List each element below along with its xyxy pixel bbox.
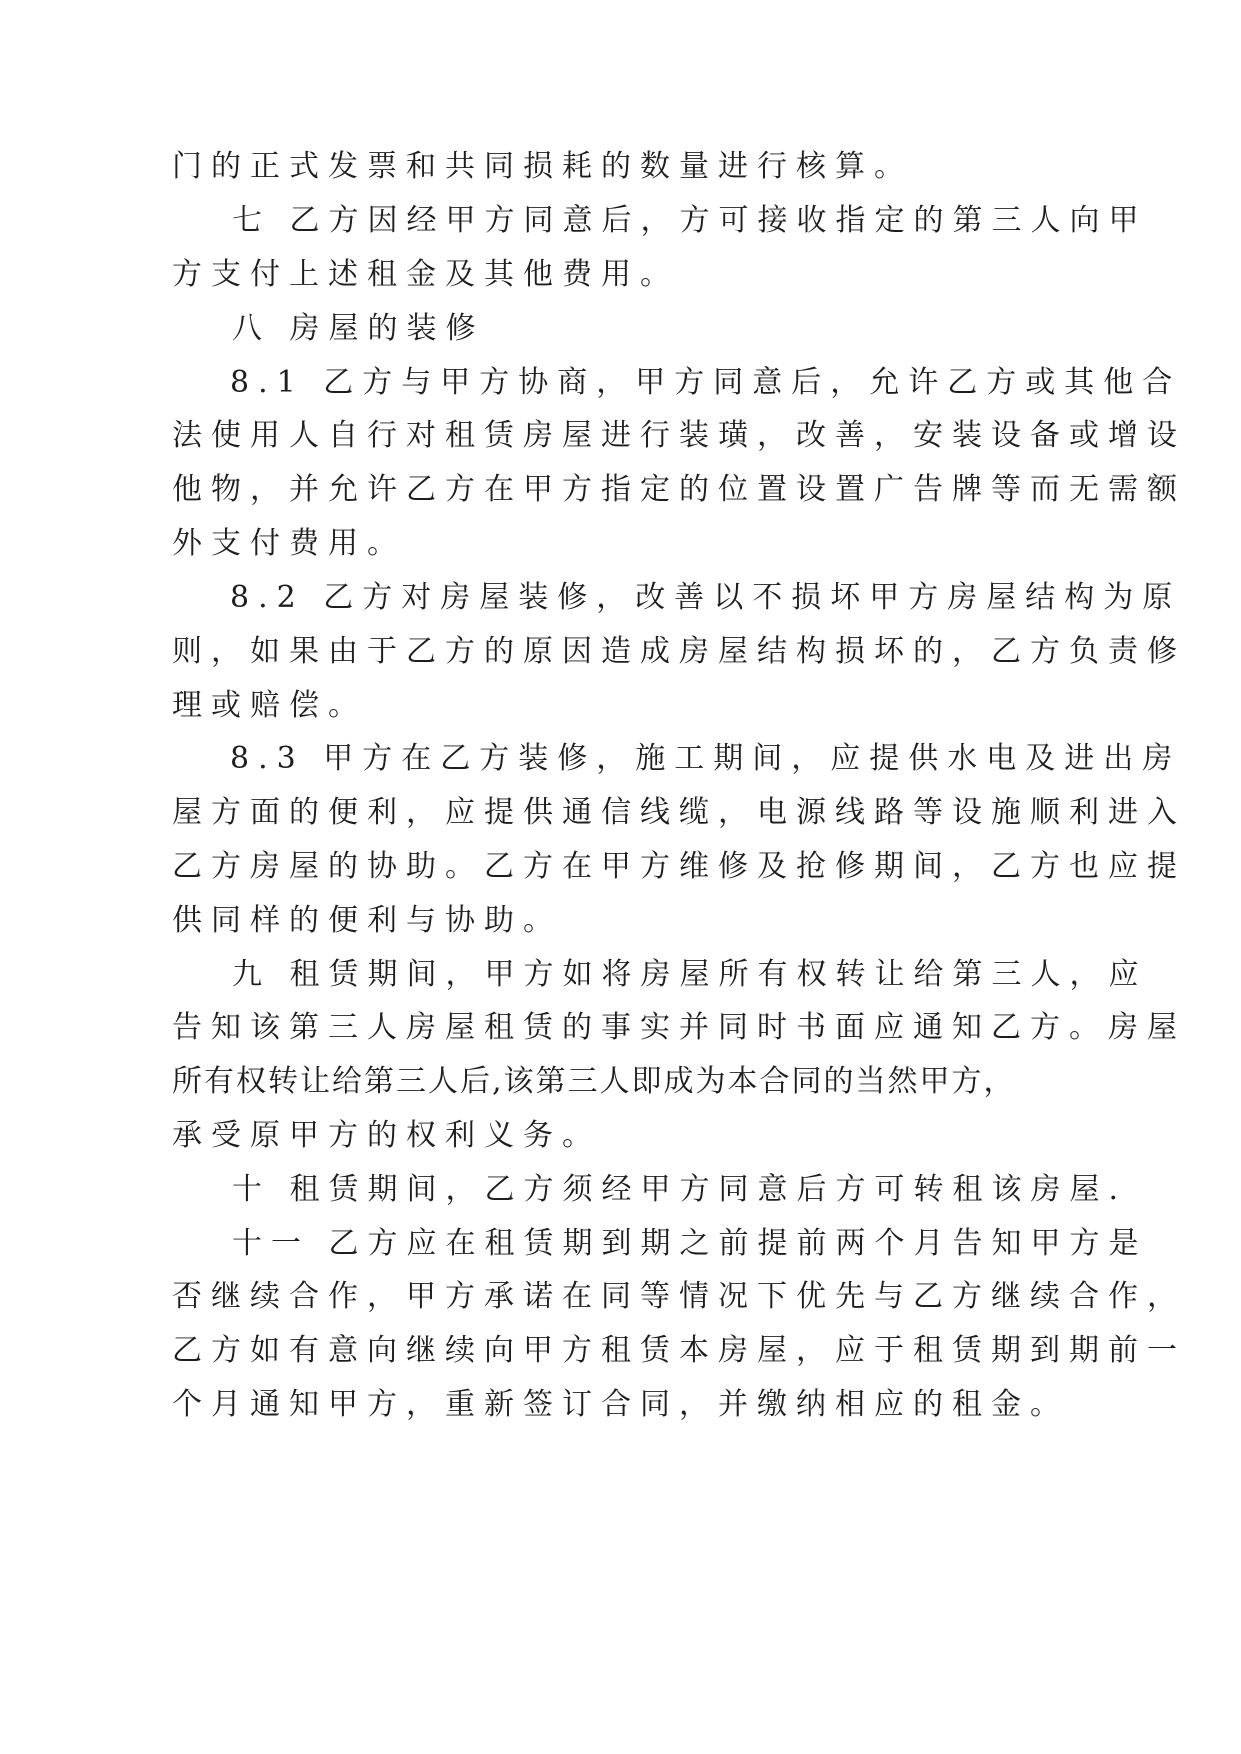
- clause-8-3: 8.3 甲方在乙方装修，施工期间，应提供水电及进出房: [230, 741, 1182, 776]
- clause-9-heading: 九 租赁期间，甲方如将房屋所有权转让给第三人，应: [232, 957, 1148, 992]
- text-line: 理或赔偿。: [172, 688, 367, 723]
- text-line: 屋方面的便利，应提供通信线缆，电源线路等设施顺利进入: [172, 795, 1186, 830]
- text-line: 乙方如有意向继续向甲方租赁本房屋，应于租赁期到期前一: [172, 1333, 1186, 1368]
- clause-7-heading: 七 乙方因经甲方同意后，方可接收指定的第三人向甲: [232, 203, 1148, 238]
- text-line: 个月通知甲方，重新签订合同，并缴纳相应的租金。: [172, 1387, 1069, 1422]
- clause-8-heading: 八 房屋的装修: [232, 311, 485, 346]
- text-line: 外支付费用。: [172, 526, 406, 561]
- text-line: 方支付上述租金及其他费用。: [172, 257, 679, 292]
- text-line: 告知该第三人房屋租赁的事实并同时书面应通知乙方。房屋: [172, 1010, 1186, 1045]
- text-line: 所有权转让给第三人后,该第三人即成为本合同的当然甲方，: [172, 1064, 1016, 1099]
- text-line: 乙方房屋的协助。乙方在甲方维修及抢修期间，乙方也应提: [172, 849, 1186, 884]
- text-line: 承受原甲方的权利义务。: [172, 1118, 601, 1153]
- clause-11-heading: 十一 乙方应在租赁期到期之前提前两个月告知甲方是: [232, 1226, 1148, 1261]
- text-line: 门的正式发票和共同损耗的数量进行核算。: [172, 149, 913, 184]
- text-line: 则，如果由于乙方的原因造成房屋结构损坏的，乙方负责修: [172, 634, 1186, 669]
- clause-10-heading: 十 租赁期间，乙方须经甲方同意后方可转租该房屋.: [232, 1172, 1128, 1207]
- clause-8-2: 8.2 乙方对房屋装修，改善以不损坏甲方房屋结构为原: [230, 580, 1182, 615]
- text-line: 否继续合作，甲方承诺在同等情况下优先与乙方继续合作，: [172, 1279, 1186, 1314]
- text-line: 供同样的便利与协助。: [172, 903, 562, 938]
- clause-8-1: 8.1 乙方与甲方协商，甲方同意后，允许乙方或其他合: [230, 365, 1182, 400]
- text-line: 法使用人自行对租赁房屋进行装璜，改善，安装设备或增设: [172, 418, 1186, 453]
- text-line: 他物，并允许乙方在甲方指定的位置设置广告牌等而无需额: [172, 472, 1186, 507]
